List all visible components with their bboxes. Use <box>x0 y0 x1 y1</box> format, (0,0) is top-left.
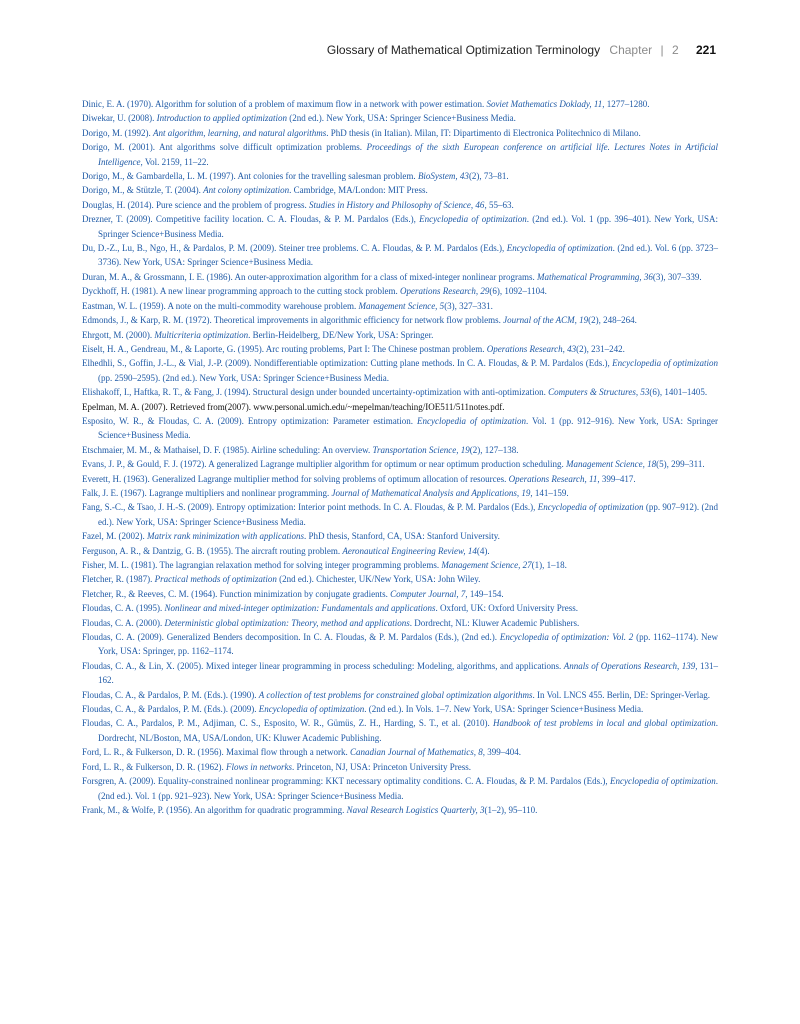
reference-venue: Deterministic global optimization: Theory, method and applications <box>164 617 410 628</box>
reference-venue: Proceedings of the sixth European conference on artificial life. Lectures Notes in Artificial Intelligence <box>98 142 718 167</box>
reference-entry <box>82 140 718 169</box>
reference-venue: Operations Research, 43 <box>486 343 577 354</box>
page-number: 221 <box>695 43 716 57</box>
reference-venue: Operations Research, 29 <box>400 286 490 297</box>
reference-entry <box>82 774 718 803</box>
reference-text: Fang, S.-C., & Tsao, J. H.-S. (2009). Entropy optimization: Interior point methods. In C. A. Floudas, & P. M. Pardalos (Eds.), <box>82 502 538 513</box>
reference-text: Duran, M. A., & Grossmann, I. E. (1986). An outer-approximation algorithm for a class of mixed-integer nonlinear programs. <box>82 271 537 282</box>
reference-entry <box>82 198 718 212</box>
reference-text: Dorigo, M. (1992). <box>82 127 153 138</box>
reference-details: . Princeton, NJ, USA: Princeton University Press. <box>292 761 472 772</box>
reference-entry <box>82 328 718 342</box>
reference-venue: Handbook of test problems in local and global optimization <box>493 718 716 729</box>
reference-text: Dorigo, M., & Stützle, T. (2004). <box>82 185 204 196</box>
reference-entry <box>82 313 718 327</box>
reference-venue: Encyclopedia of optimization: Vol. 2 <box>499 632 634 643</box>
reference-venue: Encyclopedia of optimization <box>537 502 644 513</box>
reference-text: Ferguson, A. R., & Dantzig, G. B. (1955). The aircraft routing problem. <box>82 545 343 556</box>
reference-text: Frank, M., & Wolfe, P. (1956). An algorithm for quadratic programming. <box>82 804 347 815</box>
reference-text: Fletcher, R. (1987). <box>82 574 155 585</box>
reference-entry <box>82 587 718 601</box>
reference-details: (1), 1–18. <box>531 560 567 570</box>
reference-venue: Management Science, 18 <box>565 459 657 470</box>
reference-text: Floudas, C. A. (2009). Generalized Benders decomposition. In C. A. Floudas, & P. M. Pardalos (Eds.), (2nd ed.). <box>82 632 500 643</box>
book-title: Glossary of Mathematical Optimization Terminology <box>326 43 601 57</box>
reference-details: , 131–162. <box>98 660 719 686</box>
reference-details: (1–2), 95–110. <box>484 804 538 815</box>
reference-venue: Encyclopedia of optimization <box>610 776 716 787</box>
reference-text: Etschmaier, M. M., & Mathaisel, D. F. (1985). Airline scheduling: An overview. <box>82 444 373 455</box>
reference-text: Douglas, H. (2014). Pure science and the problem of progress. <box>82 199 309 210</box>
reference-text: Dinic, E. A. (1970). Algorithm for solution of a problem of maximum flow in a network with power estimation. <box>82 99 487 109</box>
reference-entry <box>82 183 718 197</box>
reference-text: Floudas, C. A. (1995). <box>82 603 165 614</box>
reference-entry <box>82 572 718 586</box>
reference-venue: Encyclopedia of optimization <box>417 415 526 426</box>
reference-details: . Dordrecht, NL: Kluwer Academic Publishers. <box>409 617 580 628</box>
reference-details: (5), 299–311. <box>656 459 705 470</box>
reference-venue: Soviet Mathematics Doklady, 11 <box>486 99 603 109</box>
reference-text: Ford, L. R., & Fulkerson, D. R. (1962). <box>82 761 226 772</box>
reference-details: , 399–417. <box>597 473 636 484</box>
reference-venue: Journal of the ACM, 19 <box>503 315 589 326</box>
reference-entry <box>82 601 718 615</box>
reference-venue: Encyclopedia of optimization <box>612 358 719 369</box>
reference-details: , 55–63. <box>484 199 514 210</box>
reference-details: (2nd ed.). Chichester, UK/New York, USA: John Wiley. <box>276 574 481 585</box>
reference-venue: Encyclopedia of optimization <box>258 704 365 715</box>
reference-text: Edmonds, J., & Karp, R. M. (1972). Theoretical improvements in algorithmic efficiency for network flow problems. <box>82 315 504 326</box>
reference-text: Epelman, M. A. (2007). Retrieved from(2007). <box>82 401 254 412</box>
reference-details: . Berlin-Heidelberg, DE/New York, USA: Springer. <box>248 329 434 340</box>
reference-venue: Multicriteria optimization <box>154 329 249 340</box>
reference-text: Du, D.-Z., Lu, B., Ngo, H., & Pardalos, P. M. (2009). Steiner tree problems. C. A. Floudas, & P. M. Pardalos (Eds.), <box>82 243 507 254</box>
reference-entry <box>82 716 718 745</box>
reference-entry <box>82 443 718 457</box>
reference-text: Esposito, W. R., & Floudas, C. A. (2009). Entropy optimization: Parameter estimation. <box>82 415 418 426</box>
reference-entry <box>82 702 718 716</box>
reference-details: (3), 307–339. <box>652 271 702 282</box>
reference-details: . Dordrecht, NL/Boston, MA, USA/London, UK: Kluwer Academic Publishing. <box>98 718 718 743</box>
reference-venue: Operations Research, 11 <box>508 473 598 484</box>
reference-text: Fletcher, R., & Reeves, C. M. (1964). Function minimization by conjugate gradients. <box>82 588 391 599</box>
reference-text: Floudas, C. A., Pardalos, P. M., Adjiman, C. S., Esposito, W. R., Gümüs, Z. H., Harding, S. T., et al. (2010). <box>82 718 494 729</box>
reference-details: (2), 73–81. <box>468 171 509 182</box>
reference-details: . (2nd ed.). Vol. 6 (pp. 3723–3736). New York, USA: Springer Science+Business Media. <box>98 243 719 268</box>
reference-venue: Studies in History and Philosophy of Science, 46 <box>308 199 485 210</box>
reference-venue: Encyclopedia of optimization <box>506 243 613 254</box>
reference-venue: Encyclopedia of optimization <box>419 214 527 225</box>
reference-text: Dorigo, M., & Gambardella, L. M. (1997). Ant colonies for the travelling salesman problem. <box>82 171 418 182</box>
reference-text: Fazel, M. (2002). <box>82 531 147 542</box>
reference-entry <box>82 169 718 183</box>
reference-entry <box>82 241 718 270</box>
reference-details: (pp. 907–912). (2nd ed.). New York, USA: Springer Science+Business Media. <box>98 502 719 527</box>
reference-entry <box>82 342 718 356</box>
reference-venue: Nonlinear and mixed-integer optimization: Fundamentals and applications <box>164 603 436 614</box>
reference-details: (6), 1401–1405. <box>649 387 708 398</box>
reference-entry <box>82 126 718 140</box>
reference-text: Dyckhoff, H. (1981). A new linear programming approach to the cutting stock problem. <box>82 286 401 297</box>
reference-text: Elishakoff, I., Haftka, R. T., & Fang, J. (1994). Structural design under bounded uncertainty-optimization with anti-optimization. <box>82 387 549 398</box>
reference-details: (2), 231–242. <box>576 343 625 354</box>
reference-text: Falk, J. E. (1967). Lagrange multipliers and nonlinear programming. <box>82 487 332 498</box>
reference-text: Drezner, T. (2009). Competitive facility location. C. A. Floudas, & P. M. Pardalos (Eds.), <box>82 214 420 225</box>
reference-details: . In Vol. LNCS 455. Berlin, DE: Springer-Verlag. <box>532 689 710 700</box>
reference-text: Evans, J. P., & Gould, F. J. (1972). A generalized Lagrange multiplier algorithm for optimum or near optimum production scheduling. <box>82 459 566 470</box>
reference-entry <box>82 356 718 385</box>
reference-details: (6), 1092–1104. <box>489 286 547 297</box>
reference-entry <box>82 385 718 399</box>
reference-entry <box>82 803 718 817</box>
reference-entry <box>82 760 718 774</box>
reference-venue: Flows in networks <box>226 761 293 772</box>
reference-details: . Vol. 1 (pp. 912–916). New York, USA: Springer Science+Business Media. <box>98 415 718 441</box>
reference-entry <box>82 400 718 414</box>
reference-details: (3), 327–331. <box>444 300 493 311</box>
reference-entry <box>82 472 718 486</box>
reference-venue: Ant algorithm, learning, and natural algorithms <box>153 127 327 138</box>
reference-entry <box>82 212 718 241</box>
reference-entry <box>82 529 718 543</box>
reference-details: (pp. 1162–1174). New York, USA: Springer, pp. 1162–1174. <box>98 632 718 657</box>
reference-text: Floudas, C. A. (2000). <box>82 617 165 628</box>
reference-venue: Management Science, 27 <box>441 560 532 570</box>
reference-details: . (2nd ed.). In Vols. 1–7. New York, USA: Springer Science+Business Media. <box>364 704 644 715</box>
reference-venue: Canadian Journal of Mathematics, 8 <box>349 747 483 758</box>
reference-details: (2nd ed.). New York, USA: Springer Science+Business Media. <box>287 113 516 124</box>
reference-entry <box>82 270 718 284</box>
reference-text: Floudas, C. A., & Pardalos, P. M. (Eds.). (2009). <box>82 704 259 715</box>
reference-details: , Vol. 2159, 11–22. <box>140 156 209 167</box>
reference-venue: Computers & Structures, 53 <box>548 387 650 398</box>
reference-entry <box>82 630 718 659</box>
reference-venue: A collection of test problems for constrained global optimization algorithms <box>258 689 533 700</box>
reference-text: Fisher, M. L. (1981). The lagrangian relaxation method for solving integer programming problems. <box>82 560 442 570</box>
reference-details: . (2nd ed.). Vol. 1 (pp. 396–401). New York, USA: Springer Science+Business Media. <box>98 214 719 239</box>
reference-details: www.personal.umich.edu/~mepelman/teaching/IOE511/511notes.pdf. <box>253 401 505 412</box>
chapter-number: 2 <box>671 43 679 57</box>
reference-entry <box>82 745 718 759</box>
reference-details: (pp. 2590–2595). (2nd ed.). New York, USA: Springer Science+Business Media. <box>98 372 390 383</box>
reference-entry <box>82 616 718 630</box>
reference-details: , 141–159. <box>530 487 569 498</box>
reference-entry <box>82 659 718 688</box>
reference-details: (2), 248–264. <box>588 315 637 326</box>
reference-details: , 149–154. <box>465 588 504 599</box>
reference-entry <box>82 284 718 298</box>
reference-text: Everett, H. (1963). Generalized Lagrange multiplier method for solving problems of optimum allocation of resources. <box>82 473 509 484</box>
reference-details: . Cambridge, MA/London: MIT Press. <box>289 185 428 196</box>
reference-entry <box>82 500 718 529</box>
reference-entry <box>82 544 718 558</box>
reference-entry <box>82 414 718 443</box>
reference-text: Elhedhli, S., Goffin, J.-L., & Vial, J.-P. (2009). Nondifferentiable optimization: Cutting plane methods. In C. A. Floudas, & P. M. Pardalos (Eds.), <box>82 358 613 369</box>
reference-text: Forsgren, A. (2009). Equality-constrained nonlinear programming: KKT necessary optimality conditions. C. A. Floudas, & P. M. Pardalos (Eds.), <box>82 776 610 787</box>
reference-text: Dorigo, M. (2001). Ant algorithms solve difficult optimization problems. <box>82 142 367 153</box>
reference-venue: Aeronautical Engineering Review, 14 <box>342 545 477 556</box>
reference-venue: Ant colony optimization <box>203 185 290 196</box>
reference-entry <box>82 111 718 125</box>
reference-details: (4). <box>476 545 490 556</box>
reference-venue: Matrix rank minimization with applications <box>147 531 304 542</box>
reference-entry <box>82 97 718 111</box>
reference-venue: Annals of Operations Research, 139 <box>563 660 696 671</box>
reference-entry <box>82 457 718 471</box>
reference-details: . PhD thesis (in Italian). Milan, IT: Dipartimento di Electronica Politechnico di Milano. <box>326 127 641 138</box>
reference-details: . (2nd ed.). Vol. 1 (pp. 921–923). New York, USA: Springer Science+Business Media. <box>98 776 719 801</box>
reference-entry <box>82 558 718 572</box>
reference-details: (2), 127–138. <box>469 444 519 455</box>
reference-entry <box>82 688 718 702</box>
reference-text: Diwekar, U. (2008). <box>82 113 157 124</box>
reference-details: . PhD thesis, Stanford, CA, USA: Stanford University. <box>304 531 500 542</box>
reference-entry <box>82 486 718 500</box>
header-separator: | <box>660 43 664 57</box>
reference-venue: Journal of Mathematical Analysis and Applications, 19 <box>331 487 531 498</box>
reference-venue: Mathematical Programming, 36 <box>536 271 653 282</box>
reference-entry <box>82 299 718 313</box>
chapter-label: Chapter <box>609 43 653 57</box>
running-header <box>327 43 716 57</box>
reference-venue: BioSystem, 43 <box>417 171 469 182</box>
reference-venue: Introduction to applied optimization <box>156 113 288 124</box>
reference-text: Floudas, C. A., & Lin, X. (2005). Mixed integer linear programming in process scheduling: Modeling, algorithms, and applications. <box>82 660 564 671</box>
reference-venue: Management Science, 5 <box>358 300 445 311</box>
reference-details: . Oxford, UK: Oxford University Press. <box>435 603 578 614</box>
reference-venue: Transportation Science, 19 <box>372 444 470 455</box>
reference-details: , 1277–1280. <box>602 99 650 109</box>
reference-venue: Naval Research Logistics Quarterly, 3 <box>346 804 485 815</box>
reference-venue: Practical methods of optimization <box>154 574 277 585</box>
reference-text: Floudas, C. A., & Pardalos, P. M. (Eds.). (1990). <box>82 689 259 700</box>
reference-venue: Computer Journal, 7 <box>390 588 466 599</box>
reference-list <box>82 97 718 817</box>
reference-text: Ehrgott, M. (2000). <box>82 329 155 340</box>
reference-text: Eiselt, H. A., Gendreau, M., & Laporte, G. (1995). Arc routing problems, Part I: The Chinese postman problem. <box>82 343 487 354</box>
reference-text: Eastman, W. L. (1959). A note on the multi-commodity warehouse problem. <box>82 300 359 311</box>
reference-details: , 399–404. <box>482 747 521 758</box>
reference-text: Ford, L. R., & Fulkerson, D. R. (1956). Maximal flow through a network. <box>82 747 350 758</box>
